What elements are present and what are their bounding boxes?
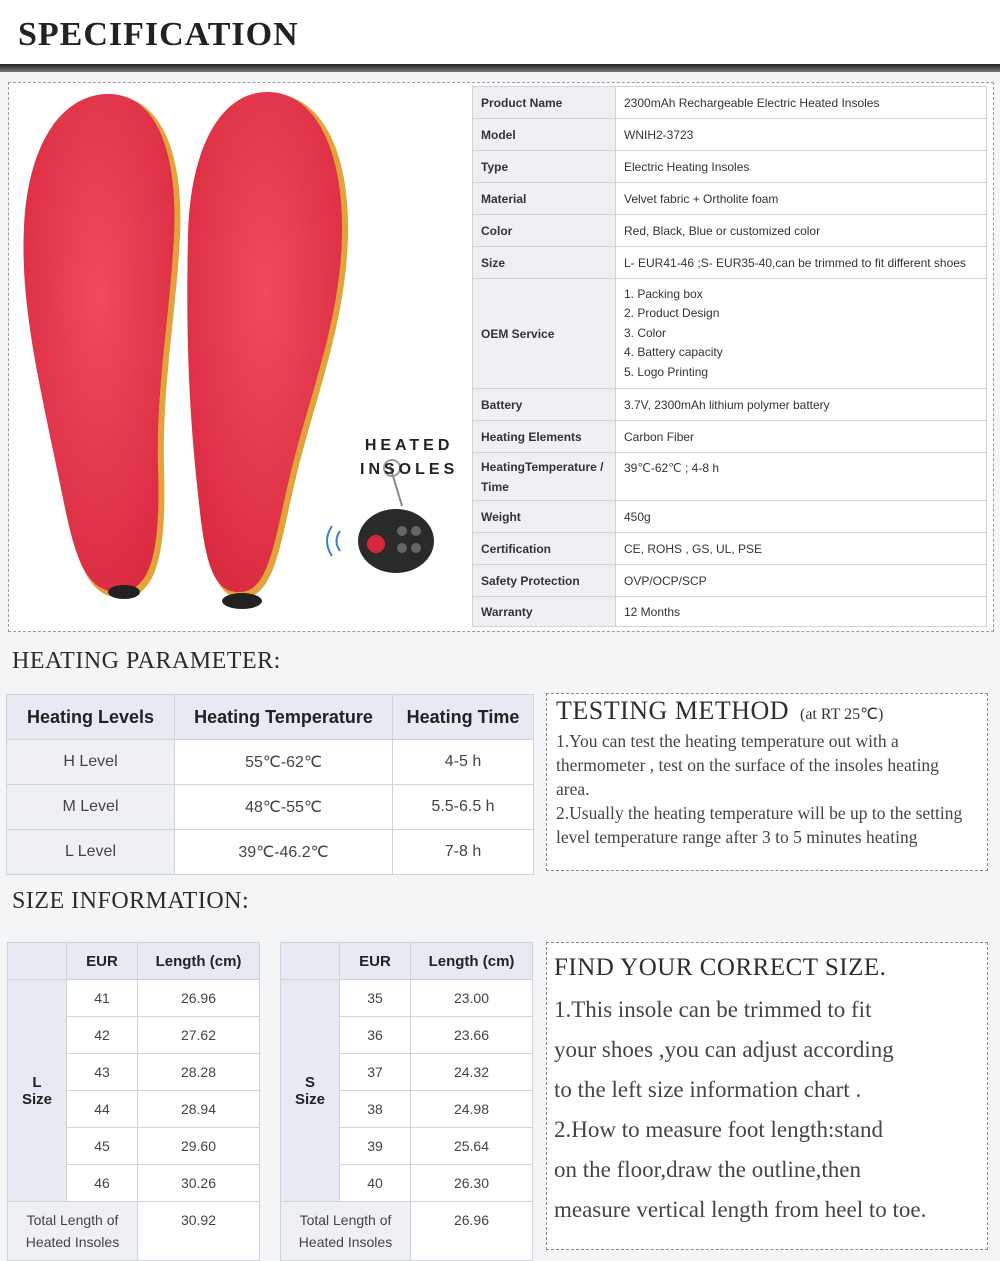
testing-method-body: 1.You can test the heating temperature out with a thermometer , test on the surface of the insoles heating area. 2.Usually the heating temperature will be up to the setting level temperature range after 3 to 5 minutes heating <box>556 731 963 847</box>
size-row: 46 30.26 <box>8 1165 260 1202</box>
insoles-illustration <box>12 86 470 628</box>
page-title: SPECIFICATION <box>18 16 299 53</box>
size-row: 45 29.60 <box>8 1128 260 1165</box>
size-row: 42 27.62 <box>8 1017 260 1054</box>
size-row: 44 28.94 <box>8 1091 260 1128</box>
heating-row: M Level 48℃-55℃ 5.5-6.5 h <box>7 785 534 830</box>
heating-header: Heating Temperature <box>175 695 393 740</box>
size-row: S Size 35 23.00 <box>281 980 533 1017</box>
spec-row: Material Velvet fabric + Ortholite foam <box>473 183 987 215</box>
spec-row: Heating Elements Carbon Fiber <box>473 421 987 453</box>
size-total-row: Total Length of Heated Insoles 26.96 <box>281 1202 533 1261</box>
spec-row: Model WNIH2-3723 <box>473 119 987 151</box>
testing-condition: (at RT 25℃) <box>800 706 884 723</box>
size-information-title: SIZE INFORMATION: <box>12 888 250 914</box>
spec-row: Safety Protection OVP/OCP/SCP <box>473 565 987 597</box>
heating-table <box>6 694 534 875</box>
spec-row: Battery 3.7V, 2300mAh lithium polymer battery <box>473 389 987 421</box>
size-row: 43 28.28 <box>8 1054 260 1091</box>
spec-row: Size L- EUR41-46 ;S- EUR35-40,can be trimmed to fit different shoes <box>473 247 987 279</box>
heating-row: L Level 39℃-46.2℃ 7-8 h <box>7 830 534 875</box>
size-row: 39 25.64 <box>281 1128 533 1165</box>
spec-row: Color Red, Black, Blue or customized color <box>473 215 987 247</box>
header-divider <box>0 64 1000 72</box>
heated-insoles-logo: HEATED INSOLES <box>360 437 459 478</box>
heating-parameter-title: HEATING PARAMETER: <box>12 648 281 674</box>
heating-header: Heating Levels <box>7 695 175 740</box>
size-table-s: EUR Length (cm) S Size 35 23.00 36 23.66 37 24.32 38 24.98 39 25.64 40 26.30 Total Length of Heated Insoles 26.96 <box>280 942 533 1261</box>
s-size-label: S Size <box>281 980 340 1202</box>
spec-row: Warranty 12 Months <box>473 597 987 627</box>
heating-header: Heating Time <box>393 695 534 740</box>
spec-table <box>472 86 987 627</box>
spec-row: Type Electric Heating Insoles <box>473 151 987 183</box>
size-row: L Size 41 26.96 <box>8 980 260 1017</box>
spec-row-oem: OEM Service 1. Packing box 2. Product Design 3. Color 4. Battery capacity 5. Logo Printing <box>473 279 987 389</box>
spec-row: HeatingTemperature / Time 39℃-62℃ ; 4-8 h <box>473 453 987 501</box>
product-photo <box>12 86 470 628</box>
size-row: 38 24.98 <box>281 1091 533 1128</box>
spec-row: Product Name 2300mAh Rechargeable Electric Heated Insoles <box>473 87 987 119</box>
size-table-l: EUR Length (cm) L Size 41 26.96 42 27.62 43 28.28 44 28.94 45 29.60 46 30.26 Total Length of Heated Insoles 30.92 <box>7 942 260 1261</box>
size-row: 36 23.66 <box>281 1017 533 1054</box>
spec-row: Certification CE, ROHS , GS, UL, PSE <box>473 533 987 565</box>
size-row: 37 24.32 <box>281 1054 533 1091</box>
spec-row: Weight 450g <box>473 501 987 533</box>
heating-row: H Level 55℃-62℃ 4-5 h <box>7 740 534 785</box>
size-row: 40 26.30 <box>281 1165 533 1202</box>
size-total-row: Total Length of Heated Insoles 30.92 <box>8 1202 260 1261</box>
find-size-body: 1.This insole can be trimmed to fit your shoes ,you can adjust according to the left size information chart . 2.How to measure foot length:stand on the floor,draw the outline,then measure vertical length from heel to toe. <box>554 997 927 1222</box>
oem-service-list: 1. Packing box 2. Product Design 3. Color 4. Battery capacity 5. Logo Printing <box>624 286 723 379</box>
testing-method-title: TESTING METHOD <box>556 696 790 725</box>
l-size-label: L Size <box>8 980 67 1202</box>
find-size-title: FIND YOUR CORRECT SIZE. <box>554 954 887 981</box>
